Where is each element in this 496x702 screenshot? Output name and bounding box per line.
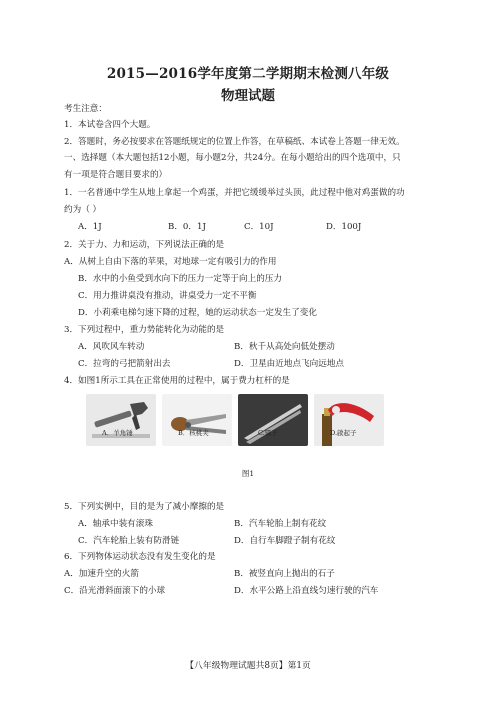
- q6-option-a: A．加速升空的火箭: [64, 569, 139, 579]
- q3-option-b: B．秋千从高处向低处摆动: [234, 342, 335, 352]
- q1-stem-line1: 1．一名普通中学生从地上拿起一个鸡蛋，并把它缓缓举过头顶，此过程中他对鸡蛋做的功: [64, 188, 405, 198]
- page-footer: 【八年级物理试题共8页】第1页: [185, 661, 311, 671]
- q5-option-c: C．汽车轮胎上装有防滑链: [78, 536, 180, 546]
- q5-option-b: B．汽车轮胎上制有花纹: [234, 519, 327, 529]
- tweezers-image: [238, 394, 308, 446]
- section1-instruction-line2: 有一项是符合题目要求的）: [64, 170, 168, 180]
- q1-option-a: A．1J: [78, 222, 102, 232]
- q2-option-a: A．从树上自由下落的苹果，对地球一定有吸引力的作用: [64, 257, 277, 267]
- figure-caption-c: C.镊子: [258, 429, 278, 437]
- notice-item-2: 2．答题时，务必按要求在答题纸规定的位置上作答，在草稿纸、本试卷上答题一律无效。: [64, 137, 405, 147]
- claw-hammer-image: [86, 394, 156, 446]
- figure-caption-a: A．羊角锤: [102, 429, 133, 437]
- notice-item-1: 1．本试卷含四个大题。: [64, 120, 156, 130]
- notice-heading: 考生注意：: [64, 104, 107, 114]
- q1-option-d: D．100J: [326, 222, 362, 232]
- section1-instruction-line1: 一、选择题（本大题包括12小题，每小题2分，共24分。在每小题给出的四个选项中，只: [64, 153, 401, 163]
- q6-option-d: D．水平公路上沿直线匀速行驶的汽车: [234, 586, 379, 596]
- q2-option-c: C．用力推讲桌没有推动，讲桌受力一定不平衡: [78, 291, 257, 301]
- q5-option-d: D．自行车脚蹬子制有花纹: [234, 536, 336, 546]
- figure-caption-b: B．核桃夹: [178, 429, 209, 437]
- figure-caption-d: D.啟起子: [330, 429, 357, 437]
- q4-stem: 4．如图1所示工具在正常使用的过程中，属于费力杠杆的是: [64, 376, 290, 386]
- q5-option-a: A．轴承中装有滚珠: [78, 519, 153, 529]
- q2-option-b: B．水中的小鱼受到水向下的压力一定等于向上的压力: [78, 274, 282, 284]
- q5-stem: 5．下列实例中，目的是为了减小摩擦的是: [64, 502, 225, 512]
- exam-title: 2015—2016学年度第二学期期末检测八年级: [106, 66, 390, 82]
- q2-stem: 2．关于力、力和运动，下列说法正确的是: [64, 240, 225, 250]
- q3-option-c: C．拉弯的弓把箭射出去: [78, 359, 171, 369]
- figure-label: 图1: [241, 469, 255, 478]
- q6-option-c: C．沿光滑斜面滚下的小球: [64, 586, 166, 596]
- q1-option-c: C．10J: [244, 222, 274, 232]
- q1-stem-line2: 约为（ ）: [64, 205, 102, 215]
- exam-subject: 物理试题: [221, 88, 275, 104]
- q6-option-b: B．被竖直向上抛出的石子: [234, 569, 335, 579]
- q3-option-a: A．风吹风车转动: [78, 342, 145, 352]
- bottle-opener-image: [314, 394, 384, 446]
- q6-stem: 6．下列物体运动状态没有发生变化的是: [64, 552, 216, 562]
- q2-option-d: D．小莉乘电梯匀速下降的过程，她的运动状态一定发生了变化: [78, 308, 317, 318]
- q3-option-d: D．卫星由近地点飞向远地点: [234, 359, 345, 369]
- q3-stem: 3．下列过程中，重力势能转化为动能的是: [64, 325, 225, 335]
- nutcracker-image: [162, 394, 232, 446]
- q1-option-b: B．0．1J: [168, 222, 206, 232]
